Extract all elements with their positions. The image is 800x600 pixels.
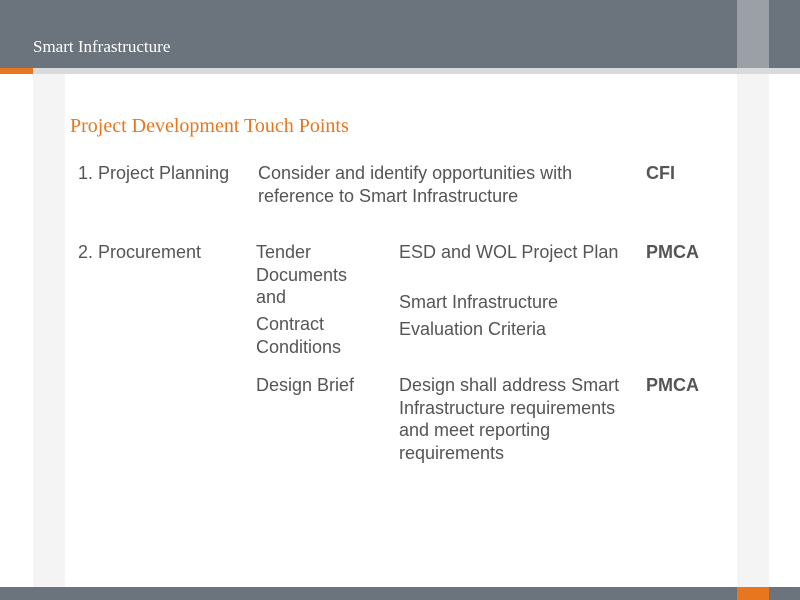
header-title: Smart Infrastructure	[33, 37, 171, 56]
header-accent	[0, 68, 33, 74]
row-stage: 1. Project Planning	[78, 163, 230, 183]
slide-title: Project Development Touch Points	[70, 115, 349, 137]
header-decor-band	[737, 0, 769, 68]
sub-row-detail: Evaluation Criteria	[399, 319, 547, 339]
sub-row-item: Design Brief	[256, 375, 355, 395]
row-stage: 2. Procurement	[78, 242, 202, 262]
footer-bar	[0, 587, 800, 600]
header-bar	[0, 0, 800, 68]
sub-row-detail: ESD and WOL Project Plan	[399, 242, 619, 262]
header-stripe	[0, 68, 800, 74]
sub-row-owner: PMCA	[646, 242, 699, 262]
sub-row-detail: Smart Infrastructure	[399, 292, 559, 312]
footer-accent	[737, 587, 769, 600]
left-margin-band	[33, 74, 65, 587]
sub-row-detail: Design shall address Smart Infrastructure requirements and meet reporting requirements	[399, 375, 620, 463]
sub-row-item: Tender Documents and	[256, 242, 348, 307]
right-margin-band	[737, 74, 769, 587]
row-description: Consider and identify opportunities with reference to Smart Infrastructure	[258, 163, 573, 206]
sub-row-item: Contract Conditions	[256, 314, 342, 357]
sub-row-owner: PMCA	[646, 375, 699, 395]
row-owner: CFI	[646, 163, 675, 183]
